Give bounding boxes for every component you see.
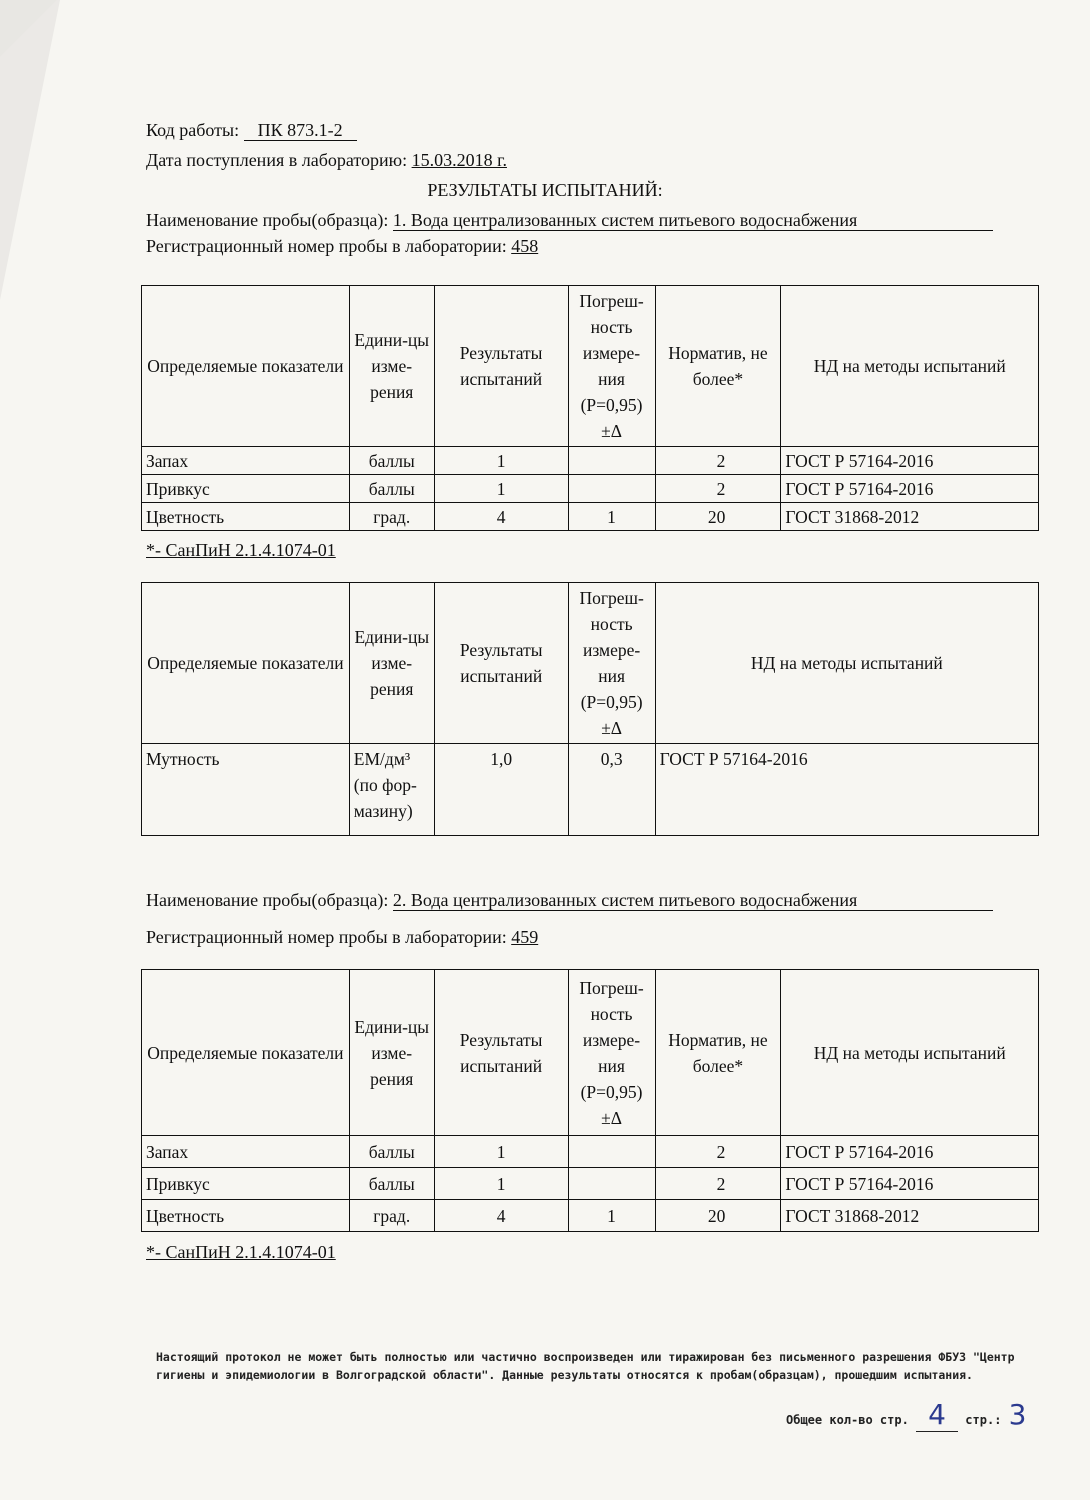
sample2-reg-line: [146, 927, 538, 948]
total-pages-value: 4: [916, 1398, 958, 1432]
header-result: Результаты испытаний: [434, 583, 568, 744]
received-line: [146, 150, 507, 171]
table-header-row: [142, 583, 1039, 744]
cell-method: ГОСТ Р 57164-2016: [781, 1136, 1039, 1168]
received-label: Дата поступления в лабораторию:: [146, 150, 408, 170]
table-row: [142, 1200, 1039, 1232]
header-error: Погреш-ность измере-ния (P=0,95) ±Δ: [568, 583, 655, 744]
cell-error: 1: [568, 1200, 655, 1232]
table-row: [142, 1136, 1039, 1168]
cell-result: 1: [434, 475, 568, 503]
folded-corner: [0, 0, 60, 300]
cell-method: ГОСТ Р 57164-2016: [781, 447, 1039, 475]
table-header-row: [142, 970, 1039, 1136]
header-result: Результаты испытаний: [434, 286, 568, 447]
cell-norm: 20: [655, 503, 781, 531]
cell-units: град.: [349, 503, 434, 531]
header-indicator: Определяемые показатели: [142, 583, 350, 744]
header-norm: Норматив, не более*: [655, 970, 781, 1136]
table-row: [142, 744, 1039, 836]
cell-units: ЕМ/дм³ (по фор-мазину): [349, 744, 434, 836]
cell-norm: 2: [655, 475, 781, 503]
sample1-footnote: *- СанПиН 2.1.4.1074-01: [146, 540, 336, 560]
page-counter: [786, 1398, 1026, 1432]
cell-error: 1: [568, 503, 655, 531]
cell-method: ГОСТ Р 57164-2016: [781, 475, 1039, 503]
work-code-line: [146, 120, 357, 141]
cell-units: баллы: [349, 475, 434, 503]
cell-indicator: Привкус: [142, 475, 350, 503]
received-date: 15.03.2018 г.: [411, 150, 507, 170]
table-row: [142, 475, 1039, 503]
sample1-reg-line: [146, 236, 538, 257]
cell-result: 1: [434, 1168, 568, 1200]
sample1-name: 1. Вода централизованных систем питьевого водоснабжения: [393, 210, 993, 231]
sample2-name: 2. Вода централизованных систем питьевого водоснабжения: [393, 890, 993, 911]
sample2-reg-label: Регистрационный номер пробы в лаборатории:: [146, 927, 507, 947]
table-row: [142, 503, 1039, 531]
cell-method: ГОСТ Р 57164-2016: [655, 744, 1038, 836]
cell-indicator: Мутность: [142, 744, 350, 836]
cell-units: град.: [349, 1200, 434, 1232]
work-code-label: Код работы:: [146, 120, 240, 140]
header-norm: Норматив, не более*: [655, 286, 781, 447]
header-units: Едини-цы изме-рения: [349, 970, 434, 1136]
cell-error: [568, 1168, 655, 1200]
cell-indicator: Привкус: [142, 1168, 350, 1200]
header-units: Едини-цы изме-рения: [349, 583, 434, 744]
cell-error: 0,3: [568, 744, 655, 836]
cell-error: [568, 447, 655, 475]
sample1-name-line: [146, 210, 993, 231]
sample2-name-line: [146, 890, 993, 911]
cell-indicator: Цветность: [142, 503, 350, 531]
cell-indicator: Запах: [142, 1136, 350, 1168]
cell-result: 1: [434, 1136, 568, 1168]
disclaimer-text: Настоящий протокол не может быть полностью или частично воспроизведен или тиражирован без письменного разрешения ФБУЗ "Центр гигиены и эпидемиологии в Волгоградской области". Данные результаты относятся к пробам(образцам), прошедшим испытания.: [156, 1350, 1015, 1382]
sample1-table: [141, 285, 1039, 531]
cell-units: баллы: [349, 1136, 434, 1168]
cell-norm: 2: [655, 1136, 781, 1168]
header-units: Едини-цы изме-рения: [349, 286, 434, 447]
cell-result: 1: [434, 447, 568, 475]
sample1-reg-number: 458: [511, 236, 539, 256]
header-error: Погреш-ность измере-ния (P=0,95) ±Δ: [568, 286, 655, 447]
cell-units: баллы: [349, 447, 434, 475]
header-method: НД на методы испытаний: [781, 970, 1039, 1136]
cell-error: [568, 475, 655, 503]
header-indicator: Определяемые показатели: [142, 286, 350, 447]
header-result: Результаты испытаний: [434, 970, 568, 1136]
work-code-value: ПК 873.1-2: [244, 120, 357, 141]
cell-indicator: Запах: [142, 447, 350, 475]
sample2-footnote: *- СанПиН 2.1.4.1074-01: [146, 1242, 336, 1262]
sample1-name-label: Наименование пробы(образца):: [146, 210, 389, 230]
results-title: РЕЗУЛЬТАТЫ ИСПЫТАНИЙ:: [427, 180, 663, 200]
table-header-row: [142, 286, 1039, 447]
header-method: НД на методы испытаний: [655, 583, 1038, 744]
cell-norm: 2: [655, 447, 781, 475]
cell-method: ГОСТ Р 57164-2016: [781, 1168, 1039, 1200]
cell-result: 4: [434, 1200, 568, 1232]
cell-result: 1,0: [434, 744, 568, 836]
cell-norm: 20: [655, 1200, 781, 1232]
cell-error: [568, 1136, 655, 1168]
table-row: [142, 447, 1039, 475]
header-indicator: Определяемые показатели: [142, 970, 350, 1136]
cell-method: ГОСТ 31868-2012: [781, 503, 1039, 531]
sample1-reg-label: Регистрационный номер пробы в лаборатории:: [146, 236, 507, 256]
total-pages-label: Общее кол-во стр.: [786, 1413, 909, 1427]
sample2-name-label: Наименование пробы(образца):: [146, 890, 389, 910]
cell-units: баллы: [349, 1168, 434, 1200]
header-error: Погреш-ность измере-ния (P=0,95) ±Δ: [568, 970, 655, 1136]
sample1-turbidity-table: [141, 582, 1039, 836]
table-row: [142, 1168, 1039, 1200]
cell-norm: 2: [655, 1168, 781, 1200]
sample2-reg-number: 459: [511, 927, 539, 947]
page-label: стр.:: [965, 1413, 1002, 1427]
cell-indicator: Цветность: [142, 1200, 350, 1232]
sample2-table: [141, 969, 1039, 1232]
page-value: 3: [1008, 1398, 1027, 1431]
cell-result: 4: [434, 503, 568, 531]
cell-method: ГОСТ 31868-2012: [781, 1200, 1039, 1232]
header-method: НД на методы испытаний: [781, 286, 1039, 447]
